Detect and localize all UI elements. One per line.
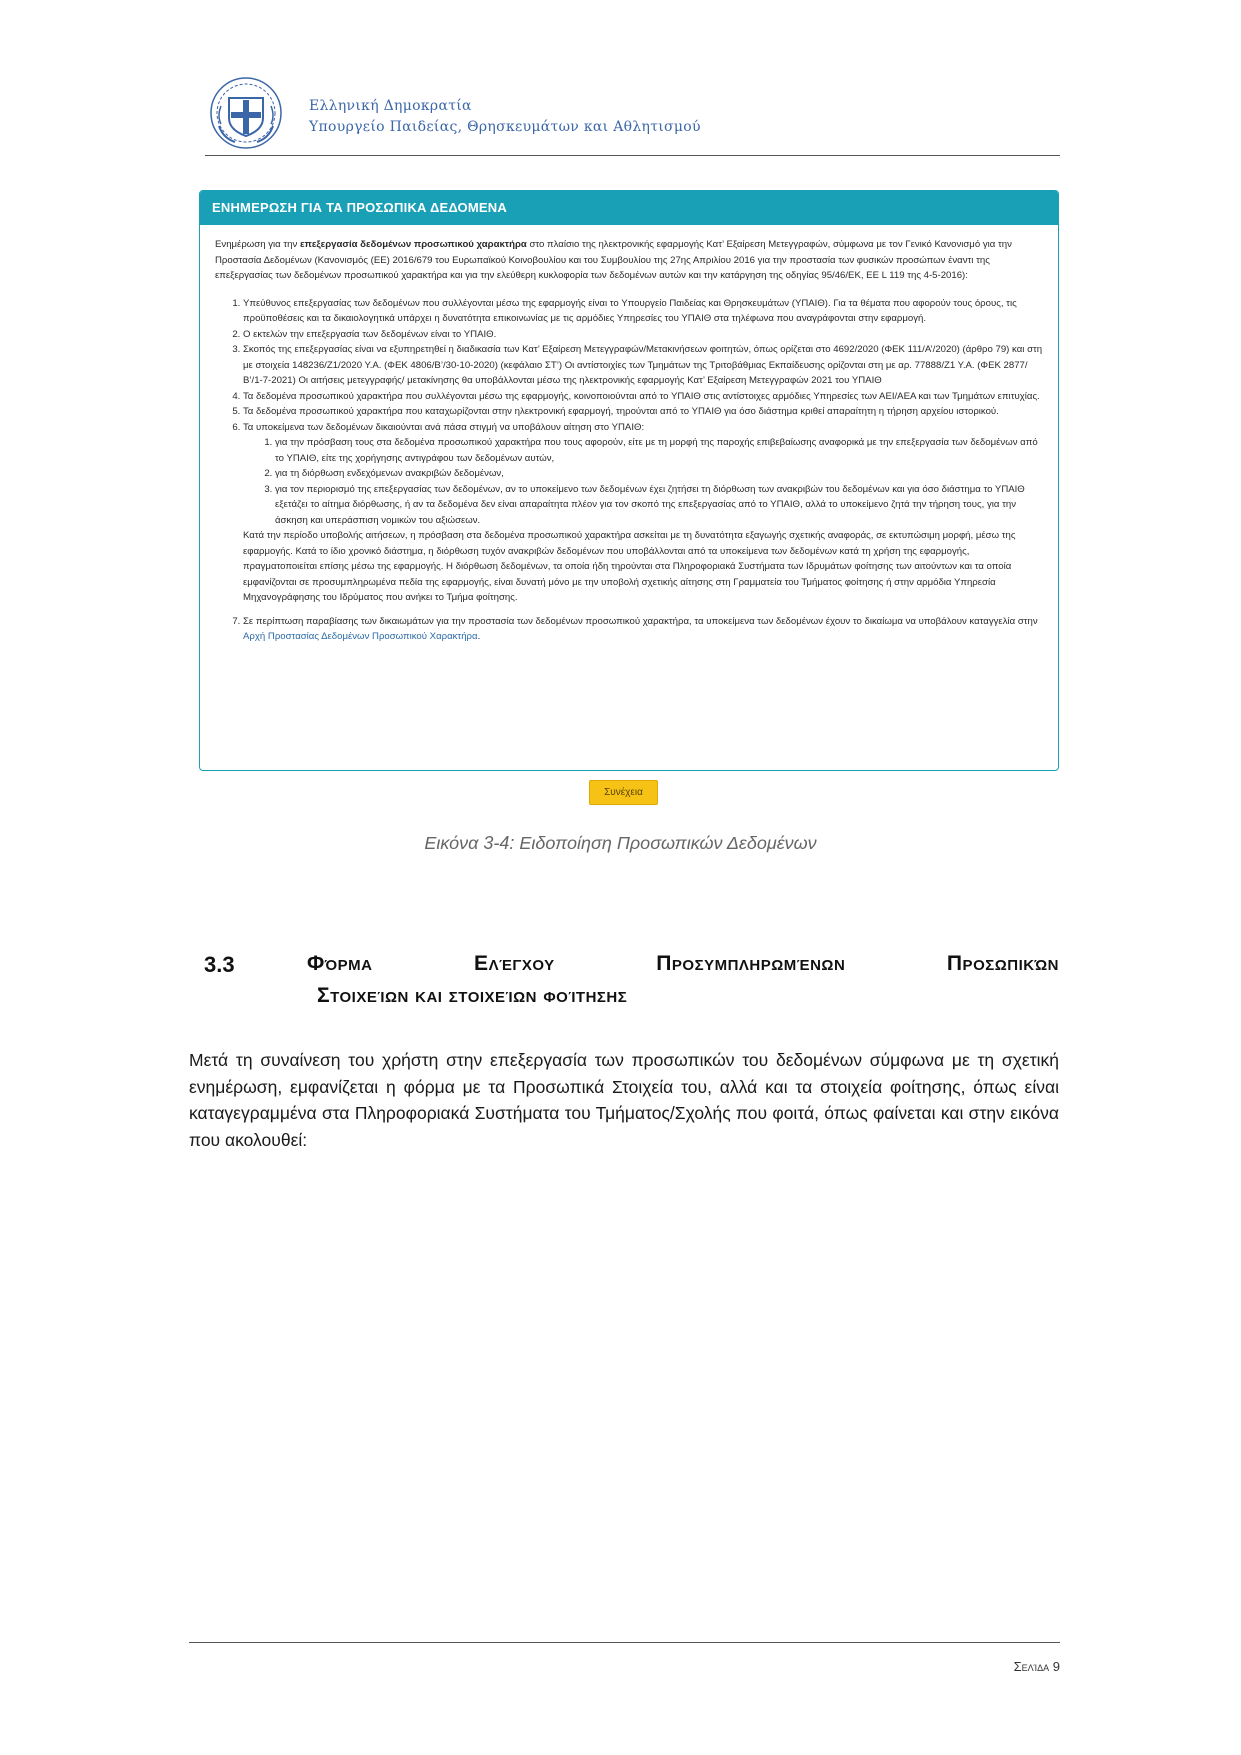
page-number: Σελίδα 9 (1013, 1659, 1060, 1674)
section-number: 3.3 (204, 952, 235, 977)
rights-sublist (243, 435, 1045, 528)
access-note: Κατά την περίοδο υποβολής αιτήσεων, η πρόσβαση στα δεδομένα προσωπικού χαρακτήρα ασκείται με τη δυνατότητα εξαγωγής σχετικής αναφοράς, σε εκτυπώσιμη μορφή, μέσω της εφαρμογής. Κατά το ίδιο χρονικό διάστημα, η διόρθωση τυχόν ανακριβών δεδομένων που υποβάλλονται από τα υποκείμενα των δεδομένων κατά τη χρήση της εφαρμογής, πραγματοποιείται επίσης μέσω της εφαρμογής. Η διόρθωση δεδομένων, τα οποία ήδη τηρούνται στα Πληροφοριακά Συστήματα των Ιδρυμάτων φοίτησης των αιτούντων και τα οποία εμφανίζονται σε προσυμπληρωμένα πεδία της εφαρμογής, είναι δυνατή μόνο με την υποβολή σχετικής αίτησης στη Γραμματεία του Τμήματος φοίτησης ή στην αρμόδια Υπηρεσία Μηχανογράφησης του Ιδρύματος που ανήκει το Τμήμα φοίτησης. (243, 530, 1016, 603)
figure-caption: Εικόνα 3-4: Ειδοποίηση Προσωπικών Δεδομένων (424, 833, 817, 853)
ministry-name: Υπουργείο Παιδείας, Θρησκευμάτων και Αθλητισμού (309, 119, 701, 135)
list-item-text: Τα υποκείμενα των δεδομένων δικαιούνται ανά πάσα στιγμή να υποβάλουν αίτηση στο ΥΠΑΙΘ: (243, 421, 645, 433)
list-item: 5. Τα δεδομένα προσωπικού χαρακτήρα που καταχωρίζονται στην ηλεκτρονική εφαρμογή, τηρούνται από το ΥΠΑΙΘ για όσο διάστημα κριθεί απαραίτητη η τήρηση αρχείου ιστορικού. (243, 404, 1045, 420)
greek-republic-emblem-icon (209, 76, 283, 150)
intro-text-rest: στο πλαίσιο της ηλεκτρονικής εφαρμογής Κατ’ Εξαίρεση Μετεγγραφών, σύμφωνα με τον Γενικό Κανονισμό για την Προστασία Δεδομένων (Κανονισμός (ΕΕ) 2016/679 του Ευρωπαϊκού Κοινοβουλίου και του Συμβουλίου της 27ης Απριλίου 2016 για την προστασία των φυσικών προσώπων έναντι της επεξεργασίας των δεδομένων προσωπικού χαρακτήρα και για την ελεύθερη κυκλοφορία των δεδομένων αυτών και την κατάργηση της οδηγίας 95/46/ΕΚ, ΕΕ L 119 της 4-5-2016): (215, 239, 1012, 281)
header-divider (205, 155, 1060, 156)
list-item-text-end: . (477, 631, 481, 642)
personal-data-notice-panel (199, 190, 1059, 771)
continue-button[interactable]: Συνέχεια (589, 780, 658, 805)
intro-bold-text: επεξεργασία δεδομένων προσωπικού χαρακτήρα (299, 239, 527, 250)
data-protection-authority-link[interactable]: Αρχή Προστασίας Δεδομένων Προσωπικού Χαρακτήρα (243, 631, 478, 642)
panel-body (215, 237, 1045, 645)
list-item-text: Σε περίπτωση παραβίασης των δικαιωμάτων για την προστασία των δεδομένων προσωπικού χαρακτήρα, τα υποκείμενα των δεδομένων έχουν το δικαίωμα να υποβάλουν καταγγελία στην (243, 615, 1038, 627)
sublist-item: 1. για την πρόσβαση τους στα δεδομένα προσωπικού χαρακτήρα που τους αφορούν, είτε με τη μορφή της παροχής επιβεβαίωσης αναφορικά με την επεξεργασία των δεδομένων από το ΥΠΑΙΘ, είτε της χορήγησης αντιγράφου των δεδομένων αυτών, (275, 435, 1045, 466)
panel-header (200, 191, 1058, 225)
notice-list (215, 296, 1045, 645)
notice-intro (215, 237, 1045, 284)
list-item: 2. Ο εκτελών την επεξεργασία των δεδομένων είναι το ΥΠΑΙΘ. (243, 327, 1045, 343)
org-name: Ελληνική Δημοκρατία (309, 98, 472, 114)
document-header (205, 72, 1060, 158)
sublist-item: 3. για τον περιορισμό της επεξεργασίας των δεδομένων, αν το υποκείμενο των δεδομένων έχει ζητήσει τη διόρθωση των ανακριβών του δεδομένων και για όσο διάστημα το ΥΠΑΙΘ εξετάζει το αίτημα διόρθωσης, ή αν τα δεδομένα δεν είναι απαραίτητα πλέον για τον σκοπό της επεξεργασίας από το ΥΠΑΙΘ, αλλά το υποκείμενο ζητά την τήρηση τους, για την άσκηση και υπεράσπιση νομικών του αξιώσεων. (275, 482, 1045, 529)
list-item (243, 614, 1045, 645)
intro-text: Ενημέρωση για την (215, 239, 300, 250)
list-item (243, 420, 1045, 606)
body-paragraph: Μετά τη συναίνεση του χρήστη στην επεξεργασία των προσωπικών του δεδομένων σύμφωνα με τη σχετική ενημέρωση, εμφανίζεται η φόρμα με τα Προσωπικά Στοιχεία του, αλλά και τα στοιχεία φοίτησης, όπως είναι καταγεγραμμένα στα Πληροφοριακά Συστήματα του Τμήματος/Σχολής που φοιτά, όπως φαίνεται και στην εικόνα που ακολουθεί: (189, 1050, 1059, 1150)
section-title: Φόρμα Ελέγχου Προσυμπληρωμένων Προσωπικών (307, 952, 1059, 975)
list-item: 3. Σκοπός της επεξεργασίας είναι να εξυπηρετηθεί η διαδικασία των Κατ’ Εξαίρεση Μετεγγραφών/Μετακινήσεων φοιτητών, όπως ορίζεται στο 4692/2020 (ΦΕΚ 111/Α’/2020) (άρθρο 79) και στη με στοιχεία 148236/Ζ1/2020 Υ.Α. (ΦΕΚ 4806/Β’/30-10-2020) (κεφάλαιο ΣΤ’) Οι αντίστοιχίες των Τμημάτων της Τριτοβάθμιας Εκπαίδευσης ορίζονται στη με αρ. 77888/Ζ1 Υ.Α. (ΦΕΚ 2877/Β’/1-7-2021) Οι αιτήσεις μετεγγραφής/ μετακίνησης θα υποβάλλονται μέσω της ηλεκτρονικής εφαρμογής Κατ’ Εξαίρεση Μετεγγραφών 2021 του ΥΠΑΙΘ (243, 342, 1045, 389)
footer-divider (189, 1642, 1060, 1643)
section-title-continued: Στοιχείων και στοιχείων φοίτησης (317, 984, 628, 1007)
sublist-item: 2. για τη διόρθωση ενδεχόμενων ανακριβών δεδομένων, (275, 466, 1045, 482)
panel-title: ΕΝΗΜΕΡΩΣΗ ΓΙΑ ΤΑ ΠΡΟΣΩΠΙΚΑ ΔΕΔΟΜΕΝΑ (212, 200, 507, 215)
list-item: 4. Τα δεδομένα προσωπικού χαρακτήρα που συλλέγονται μέσω της εφαρμογής, κοινοποιούνται από το ΥΠΑΙΘ στις αντίστοιχες αρμόδιες Υπηρεσίες των ΑΕΙ/ΑΕΑ και των Τμημάτων επιτυχίας. (243, 389, 1045, 405)
list-item: 1. Υπεύθυνος επεξεργασίας των δεδομένων που συλλέγονται μέσω της εφαρμογής είναι το Υπουργείο Παιδείας και Θρησκευμάτων (ΥΠΑΙΘ). Για τα θέματα που αφορούν τους όρους, τις προϋποθέσεις και τα δικαιολογητικά υπάρχει η δυνατότητα επικοινωνίας με τις αρμόδιες Υπηρεσίες του ΥΠΑΙΘ στα τηλέφωνα που αναγράφονται στην εφαρμογή. (243, 296, 1045, 327)
